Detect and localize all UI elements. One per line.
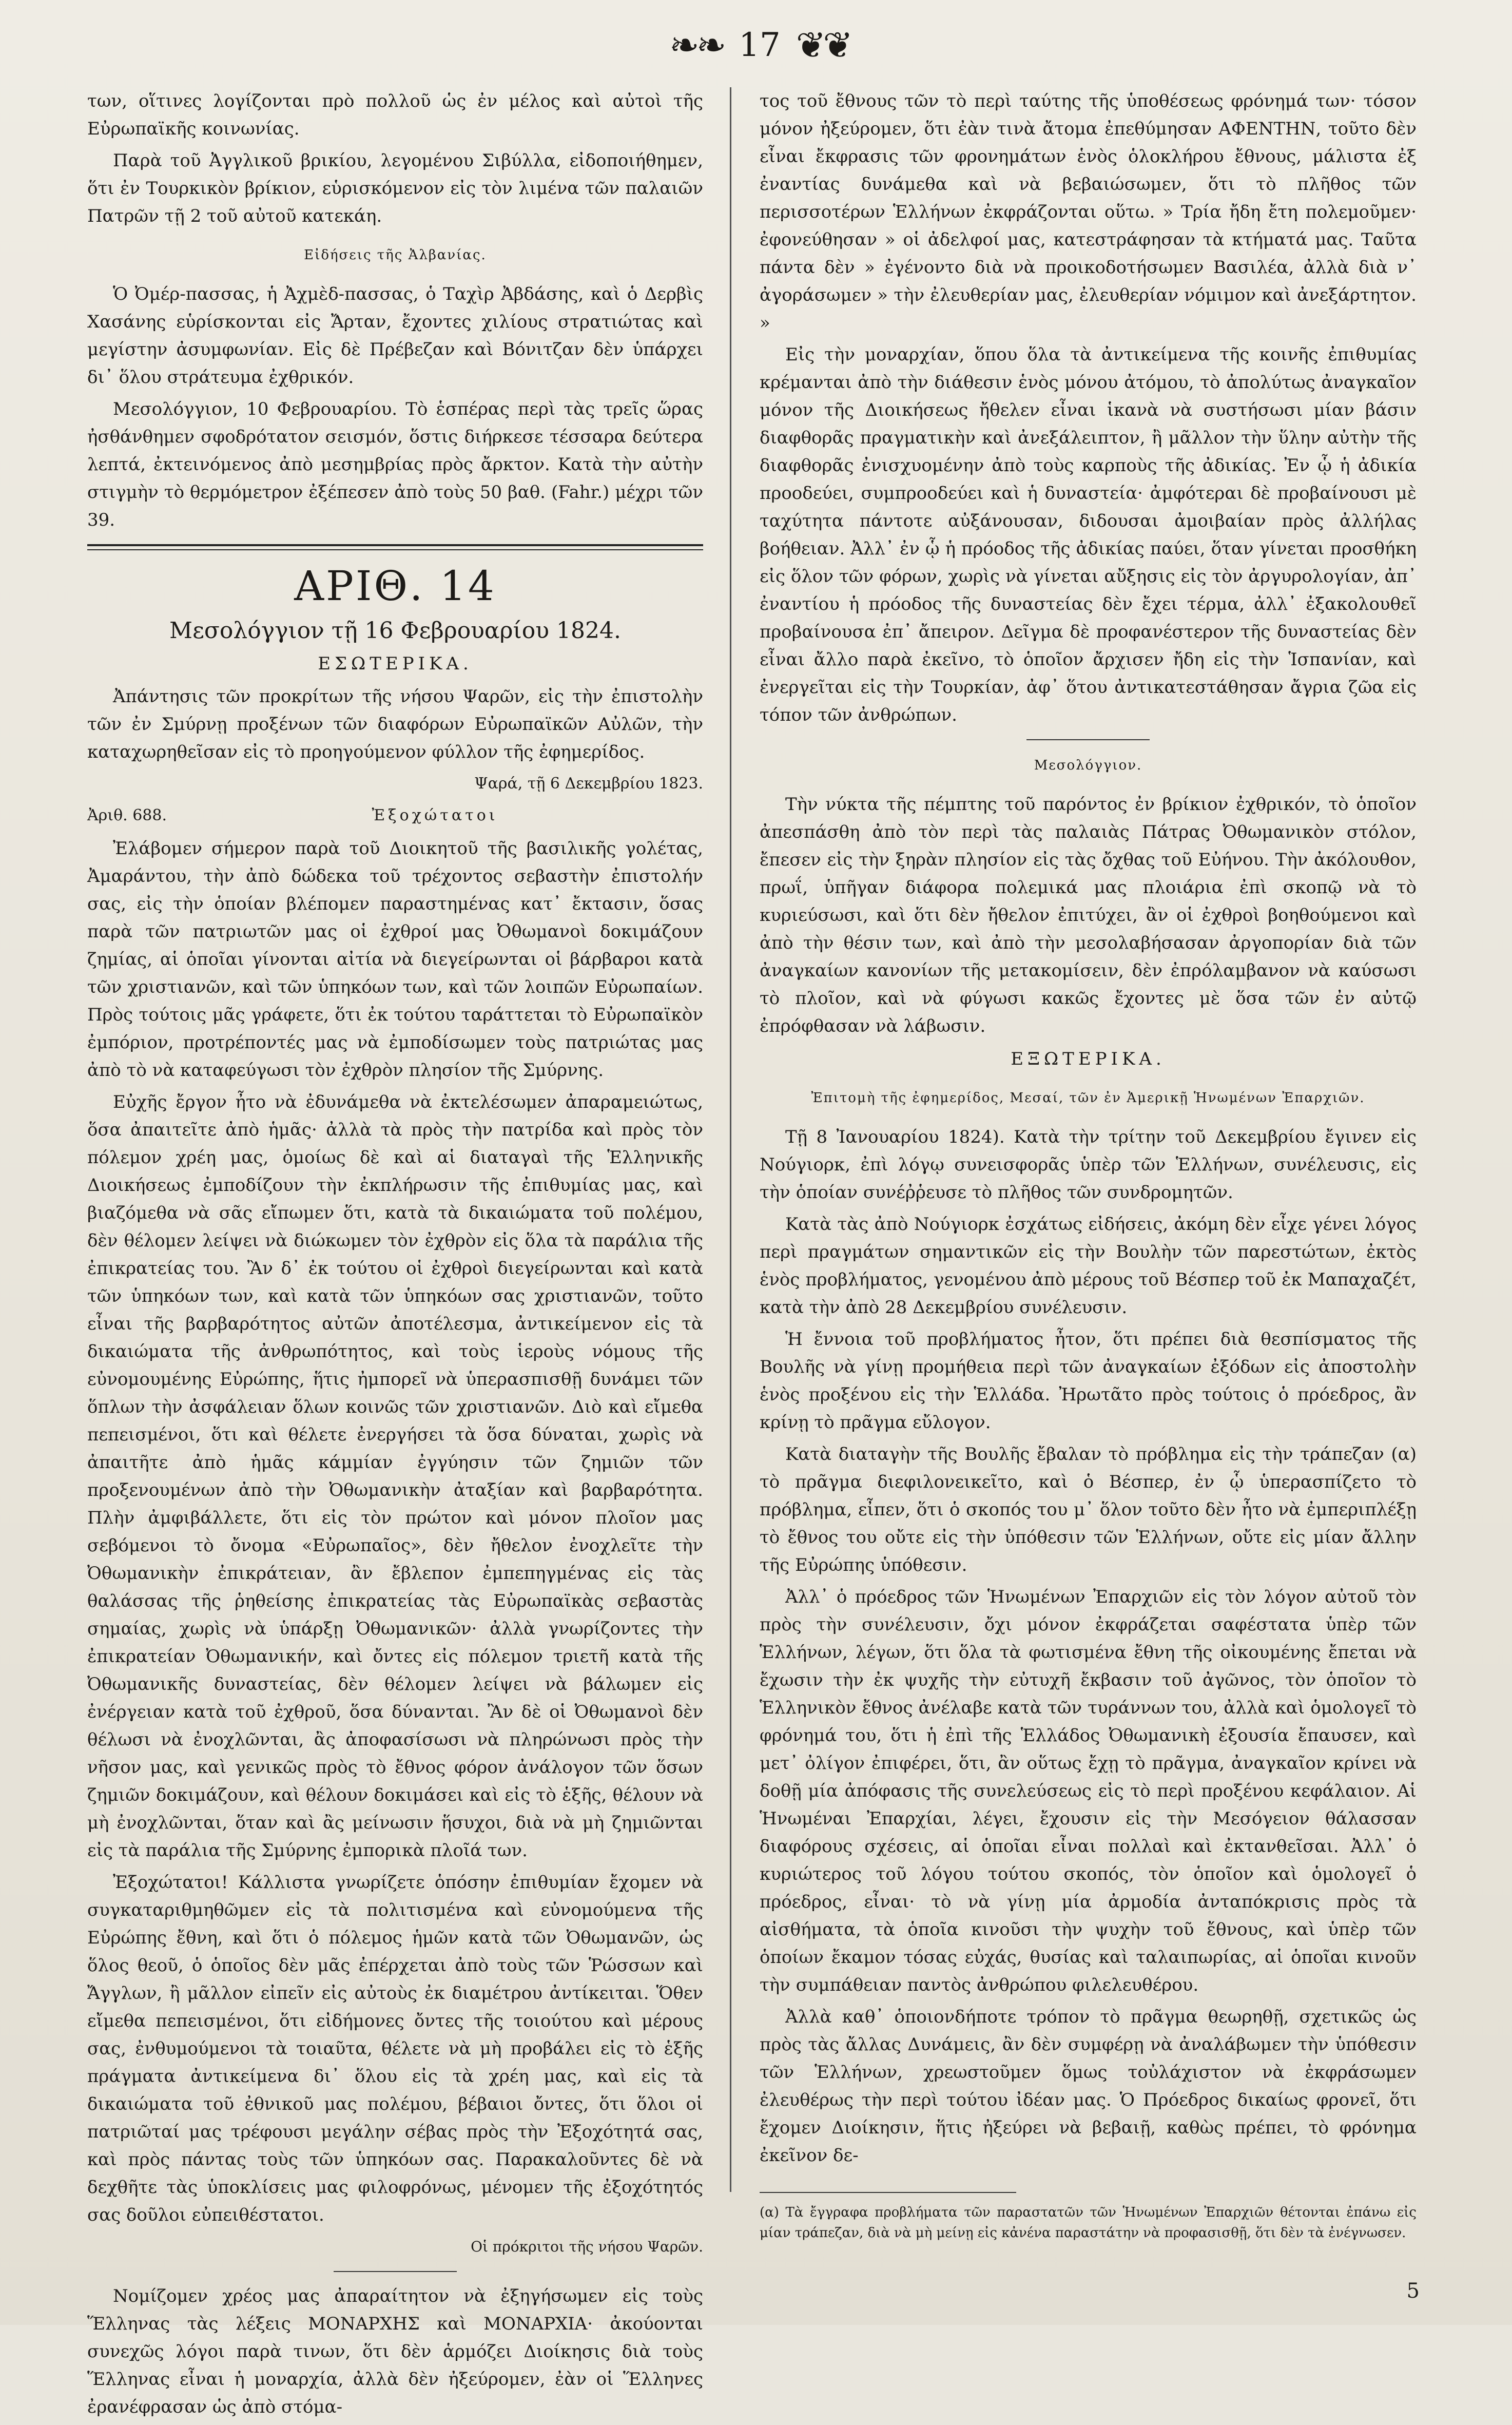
sheet-number: 5	[1406, 2279, 1420, 2303]
letter-signature: Οἱ πρόκριτοι τῆς νήσου Ψαρῶν.	[471, 2238, 703, 2255]
right-paragraph-2: Εἰς τὴν μοναρχίαν, ὅπου ὅλα τὰ ἀντικείμενα τῆς κοινῆς ἐπιθυμίας κρέμανται ἀπὸ τὴν διάθεσιν ἑνὸς μόνου ἀτόμου, τὸ ἀπολύτως ἀναγκαῖον μόνον τῆς Διοικήσεως ἤθελεν εἶναι ἱκανὰ νὰ συστήσωσι μίαν βάσιν διαφθορᾶς πραγματικὴν καὶ ἀνεξάλειπτον, ἢ μᾶλλον τὴν ὕλην αὐτὴν τῆς διαφθορᾶς ἐνισχυομένην ἀπὸ τοὺς καρποὺς τῆς ἀδικίας. Ἐν ᾧ ἡ ἀδικία προοδεύει, συμπροοδεύει καὶ ἡ δυναστεία· ἀμφότεραι δὲ προβαίνουσι μὲ ταχύτητα πάντοτε αὐξάνουσαν, διδουσαι ἀμοιβαίαν πρὸς ἀλλήλας βοήθειαν. Ἀλλ᾽ ἐν ᾧ ἡ πρόοδος τῆς ἀδικίας παύει, ὅταν γίνεται προσθήκη εἰς ὅλον τῶν φόρων, χωρὶς νὰ γίνεται αὔξησις εἰς τὸν ἀργυρολογίαν, ἀπ᾽ ἐναντίου ἡ πρόοδος τῆς δυναστείας δὲν ἔχει τέρμα, ἀλλ᾽ ἐξακολουθεῖ προβαίνουσα ἐπ᾽ ἄπειρον. Δεῖγμα δὲ προφανέστερον τῆς δυναστείας δὲν εἶναι ἄλλο παρὰ ἐκεῖνο, τὸ ὁποῖον ἄρχισεν ἤδη εἰς τὴν Ἱσπανίαν, καὶ ἐνεργεῖται εἰς τὴν Τουρκίαν, ἀφ᾽ ὅτου ἀντικατεστάθησαν ἄγρια ζῶα εἰς τόπον τῶν ἀνθρώπων.	[760, 344, 1417, 725]
right-paragraph-1: τος τοῦ ἔθνους τῶν τὸ περὶ ταύτης τῆς ὑποθέσεως φρόνημά των· τόσον μόνον ἠξεύρομεν, ὅτι ἐὰν τινὰ ἄτομα ἐπεθύμησαν ΑΦΕΝΤΗΝ, τοῦτο δὲν εἶναι ἔκφρασις τῶν φρονημάτων ἑνὸς ὁλοκλήρου ἔθνους, μάλιστα ἐξ ἐναντίας δυνάμεθα καὶ νὰ βεβαιώσωμεν, ὅτι τὸ πλῆθος τῶν περισσοτέρων Ἑλλήνων ἐκφράζονται οὕτω. » Τρία ἤδη ἔτη πολεμοῦμεν· ἐφονεύθησαν » οἱ ἀδελφοί μας, κατεστράφησαν τὰ κτήματά μας. Ταῦτα πάντα δὲν » ἐγένοντο διὰ νὰ προικοδοτήσωμεν Βασιλέα, ἀλλὰ διὰ ν᾽ ἀγοράσωμεν » τὴν ἐλευθερίαν μας, ἐλευθερίαν νόμιμον καὶ ἀνεξάρτητον. »	[760, 91, 1417, 333]
right-paragraph-4: Τῇ 8 Ἰανουαρίου 1824). Κατὰ τὴν τρίτην τοῦ Δεκεμβρίου ἔγινεν εἰς Νούγιορκ, ἐπὶ λόγῳ συνεισφορᾶς ὑπὲρ τῶν Ἑλλήνων, συνέλευσις, εἰς τὴν ὁποίαν συνέῤῥευσε τὸ πλῆθος τῶν συνδρομητῶν.	[760, 1127, 1417, 1203]
page-number-top: 17	[739, 26, 781, 64]
short-rule	[334, 2271, 457, 2272]
right-paragraph-5: Κατὰ τὰς ἀπὸ Νούγιορκ ἐσχάτως εἰδήσεις, ἀκόμη δὲν εἶχε γένει λόγος περὶ πραγμάτων σημαντικῶν εἰς τὴν Βουλὴν τῶν παρεστώτων, ἐκτὸς ἑνὸς προβλήματος, γενομένου ἀπὸ μέρους τοῦ Βέσπερ τοῦ ἐκ Μαπαχαζέτ, κατὰ τὴν ἀπὸ 28 Δεκεμβρίου συνέλευσιν.	[760, 1214, 1417, 1318]
footnote-rule	[760, 2192, 1016, 2193]
issue-number-heading: ΑΡΙΘ. 14	[294, 562, 496, 610]
left-paragraph-9: Νομίζομεν χρέος μας ἀπαραίτητον νὰ ἐξηγήσωμεν εἰς τοὺς Ἕλληνας τὰς λέξεις ΜΟΝΑΡΧΗΣ καὶ ΜΟΝΑΡΧΙΑ· ἀκούονται συνεχῶς λόγοι παρὰ τινων, ὅτι δὲν ἁρμόζει Διοίκησις διὰ τοὺς Ἕλληνας εἶναι ἡ μοναρχία, ἀλλὰ δὲν ἠξεύρομεν, ἐὰν οἱ Ἕλληνες ἐρανέφρασαν ὡς ἀπὸ στόμα-	[87, 2286, 703, 2417]
page-header	[662, 14, 857, 76]
letter-place-date: Ψαρά, τῇ 6 Δεκεμβρίου 1823.	[474, 775, 703, 793]
letter-ref-row	[87, 802, 703, 830]
right-paragraph-7: Κατὰ διαταγὴν τῆς Βουλῆς ἔβαλαν τὸ πρόβλημα εἰς τὴν τράπεζαν (α) τὸ πρᾶγμα διεφιλονεικεῖτο, καὶ ὁ Βέσπερ, ἐν ᾧ ὑπερασπίζετο τὸ πρόβλημα, εἶπεν, ὅτι ὁ σκοπός του μ᾽ ὅλον τοῦτο δὲν ἦτο νὰ ἐμπεριπλέξῃ τὸ ἔθνος του οὔτε εἰς τὴν ὑπόθεσιν τῶν Ἑλλήνων, οὔτε εἰς μίαν ἄλλην τῆς Εὐρώπης ὑπόθεσιν.	[760, 1444, 1417, 1575]
short-rule-right	[1026, 739, 1150, 740]
left-column	[87, 87, 703, 2425]
footnote: (α) Τὰ ἔγγραφα προβλήματα τῶν παραστατῶν τῶν Ἡνωμένων Ἐπαρχιῶν θέτονται ἐπάνω εἰς μίαν τράπεζαν, διὰ νὰ μὴ μείνῃ εἰς κἀνένα παραστάτην νὰ προφασισθῇ, ὅτι δὲν τὰ ἐνέγνωσεν.	[760, 2205, 1417, 2241]
letter-ref-number: Ἀριθ. 688.	[87, 806, 167, 824]
left-paragraph-1: των, οἵτινες λογίζονται πρὸ πολλοῦ ὡς ἐν μέλος καὶ αὐτοὶ τῆς Εὐρωπαϊκῆς κοινωνίας.	[87, 91, 703, 139]
left-paragraph-3: Ὁ Ὀμέρ-πασσας, ἡ Ἀχμὲδ-πασσας, ὁ Ταχὶρ Ἀβδάσης, καὶ ὁ Δερβὶς Χασάνης εὑρίσκονται εἰς Ἄρταν, ἔχοντες χιλίους στρατιώτας καὶ μεγίστην ἀσυμφωνίαν. Εἰς δὲ Πρέβεζαν καὶ Βόνιτζαν δὲν ὑπάρχει δι᾽ ὅλου στράτευμα ἐχθρικόν.	[87, 284, 703, 388]
right-column	[760, 87, 1417, 2173]
mesolongi-heading: Μεσολόγγιον.	[1034, 758, 1142, 773]
right-ornament-icon: ❦❦	[796, 24, 850, 66]
letter-salutation: Ἐξοχώτατοι	[372, 806, 498, 824]
left-paragraph-6: Ἐλάβομεν σήμερον παρὰ τοῦ Διοικητοῦ τῆς βασιλικῆς γολέτας, Ἀμαράντου, τὴν ἀπὸ δώδεκα τοῦ τρέχοντος σεβαστὴν ἐπιστολήν σας, εἰς τὴν ὁποίαν βλέπομεν παραστημένας κατ᾽ ἔκτασιν, ὅσας παρὰ τῶν πατριωτῶν μας οἱ ἐχθροί μας Ὀθωμανοὶ δοκιμάζουν ζημίας, αἱ ὁποῖαι γίνονται αἰτία νὰ διεγείρωνται οἱ βάρβαροι κατὰ τῶν χριστιανῶν, καὶ τῶν ὑπηκόων των, καὶ τῶν λοιπῶν Εὐρωπαίων. Πρὸς τούτοις μᾶς γράφετε, ὅτι ἐκ τούτου ταράττεται τὸ Εὐρωπαϊκὸν ἐμπόριον, προτρέποντές μας νὰ ἐμποδίσωμεν τοὺς πατριώτας μας ἀπὸ τὸ νὰ καταφεύγωσι τὸν ἐχθρὸν πλησίον τῆς Σμύρνης.	[87, 838, 703, 1081]
foreign-section-heading: ΕΞΩΤΕΡΙΚΑ.	[1011, 1049, 1166, 1069]
right-paragraph-8: Ἀλλ᾽ ὁ πρόεδρος τῶν Ἡνωμένων Ἐπαρχιῶν εἰς τὸν λόγον αὐτοῦ τὸν πρὸς τὴν συνέλευσιν, ὄχι μόνον ἐκφράζεται σαφέστατα ὑπὲρ τῶν Ἑλλήνων, λέγων, ὅτι ὅλα τὰ φωτισμένα ἔθνη τῆς οἰκουμένης ἔπεται νὰ ἔχωσιν τὴν ἐκ ψυχῆς τὴν εὐτυχῆ ἔκβασιν τοῦ ἀγῶνος, τὸν ὁποῖον τὸ Ἑλληνικὸν ἔθνος ἀνέλαβε κατὰ τῶν τυράννων του, ἀλλὰ καὶ ὁμολογεῖ τὸ φρόνημά του, ὅτι ἡ ἐπὶ τῆς Ἑλλάδος Ὀθωμανικὴ ἐξουσία ἔπαυσεν, καὶ μετ᾽ ὀλίγον ἐπιφέρει, ὅτι, ἂν οὕτως ἔχῃ τὸ πρᾶγμα, ἀναγκαῖον κρίνει νὰ δοθῇ μία ἀπόφασις τῆς συνελεύσεως εἰς τὸ περὶ προξένου κεφάλαιον. Αἱ Ἡνωμέναι Ἐπαρχίαι, λέγει, ἔχουσιν εἰς τὴν Μεσόγειον θάλασσαν διαφόρους σχέσεις, αἱ ὁποῖαι εἶναι πολλαὶ καὶ ἐκτανθεῖσαι. Ἀλλ᾽ ὁ κυριώτερος τοῦ λόγου τούτου σκοπός, τὸν ὁποῖον καὶ ὁμολογεῖ ὁ πρόεδρος, εἶναι· τὸ νὰ γίνῃ μία ἀρμοδία ἀνταπόκρισις πρὸς τὰ αἰσθήματα, τὰ ὁποῖα κινοῦσι τὴν ψυχὴν τοῦ ἔθνους, καὶ ὑπὲρ τῶν ὁποίων ἔκαμον τόσας εὐχάς, θυσίας καὶ ταλαιπωρίας, αἱ ὁποῖαι κινοῦν τὴν συμπάθειαν παντὸς ἀνθρώπου φιλελευθέρου.	[760, 1587, 1417, 1995]
right-paragraph-9: Ἀλλὰ καθ᾽ ὁποιονδήποτε τρόπον τὸ πρᾶγμα θεωρηθῇ, σχετικῶς ὡς πρὸς τὰς ἄλλας Δυνάμεις, ἂν δὲν συμφέρῃ νὰ ἀναλάβωμεν τὴν ὑπόθεσιν τῶν Ἑλλήνων, χρεωστοῦμεν ὅμως τοὐλάχιστον νὰ ἐκφράσωμεν ἐλευθέρως τὴν περὶ τούτου ἰδέαν μας. Ὁ Πρόεδρος δικαίως φρονεῖ, ὅτι ἔχομεν Διοίκησιν, ἥτις ἠξεύρει νὰ βεβαιῇ, καθὼς πρέπει, τὸ φρόνημα ἐκεῖνον δε-	[760, 2007, 1417, 2166]
psara-intro-paragraph: Ἀπάντησις τῶν προκρίτων τῆς νήσου Ψαρῶν, εἰς τὴν ἐπιστολὴν τῶν ἐν Σμύρνῃ προξένων τῶν διαφόρων Εὐρωπαϊκῶν Αὐλῶν, τὴν καταχωρηθεῖσαν εἰς τὸ προηγούμενον φύλλον τῆς ἐφημερίδος.	[87, 686, 703, 762]
foreign-subheading: Ἐπιτομὴ τῆς ἐφημερίδος, Μεσαί, τῶν ἐν Ἀμερικῇ Ἡνωμένων Ἐπαρχιῶν.	[811, 1090, 1365, 1106]
left-ornament-icon: ❧❧	[669, 24, 724, 66]
albania-news-heading: Εἰδήσεις τῆς Ἀλβανίας.	[304, 247, 487, 263]
column-divider	[730, 87, 731, 2192]
right-paragraph-3: Τὴν νύκτα τῆς πέμπτης τοῦ παρόντος ἐν βρίκιον ἐχθρικόν, τὸ ὁποῖον ἀπεσπάσθη ἀπὸ τὸν περὶ τὰς παλαιὰς Πάτρας Ὀθωμανικὸν στόλον, ἔπεσεν εἰς τὴν ξηρὰν πλησίον εἰς τὰς ὄχθας τοῦ Εὐήνου. Τὴν ἀκόλουθον, πρωΐ, ὑπῆγαν διάφορα πολεμικά μας πλοιάρια ἐπὶ σκοπῷ νὰ τὸ κυριεύσωσι, καὶ ὅτι δὲν ἤθελον ἐπιτύχει, ἂν οἱ ἐχθροὶ βοηθούμενοι καὶ ἀπὸ τὴν θέσιν των, καὶ ἀπὸ τὴν μεσολαβήσασαν ἀργοπορίαν διὰ τῶν ἀναγκαίων κανονίων τῆς μετακομίσειν, δὲν ἐπρόλαμβανον νὰ καύσωσι τὸ πλοῖον, καὶ νὰ φύγωσι κακῶς ἔχοντες μὲ ὅσα τῶν ἐν αὐτῷ ἐπρόφθασαν νὰ λάβωσιν.	[760, 794, 1417, 1036]
left-paragraph-4: Μεσολόγγιον, 10 Φεβρουαρίου. Τὸ ἑσπέρας περὶ τὰς τρεῖς ὥρας ἠσθάνθημεν σφοδρότατον σεισμόν, ὅστις διήρκεσε τέσσαρα δεύτερα λεπτά, ἐκτεινόμενος ἀπὸ μεσημβρίας πρὸς ἄρκτον. Κατὰ τὴν αὐτὴν στιγμὴν τὸ θερμόμετρον ἐξέπεσεν ἀπὸ τοὺς 50 βαθ. (Fahr.) μέχρι τῶν 39.	[87, 399, 703, 530]
left-paragraph-8: Ἐξοχώτατοι! Κάλλιστα γνωρίζετε ὁπόσην ἐπιθυμίαν ἔχομεν νὰ συγκαταριθμηθῶμεν εἰς τὰ πολιτισμένα καὶ εὐνομούμενα τῆς Εὐρώπης ἔθνη, καὶ ὅτι ὁ πόλεμος ἡμῶν κατὰ τῶν Ὀθωμανῶν, ὡς ὅλος θεοῦ, ὁ ὁποῖος δὲν μᾶς ἐπέρχεται ἀπὸ τοὺς τῶν Ῥώσσων καὶ Ἄγγλων, ἢ μᾶλλον εἰπεῖν εἰς αὐτοὺς ἐκ διαμέτρου ἀντίκειται. Ὅθεν εἴμεθα πεπεισμένοι, ὅτι εἰδήμονες ὄντες τῆς τοιούτου καὶ μέρους σας, ἐνθυμούμενοι τὰ τοιαῦτα, θέλετε νὰ μὴ προβάλει εἰς τὸ ἑξῆς πράγματα ἀντικείμενα δι᾽ ὅλου εἰς τὰ χρέη μας, καὶ εἰς τὰ δικαιώματα τοῦ ἐθνικοῦ μας πολέμου, βέβαιοι ὄντες, ὅτι ὅλοι οἱ πατριῶταί μας τρέφουσι μεγάλην σέβας πρὸς τὴν Ἐξοχότητά σας, καὶ πρὸς πάντας τοὺς τῶν ὑπηκόων σας. Παρακαλοῦντες δὲ νὰ δεχθῆτε τὰς ὑποκλίσεις μας φιλοφρόνως, μένομεν τῆς ἐξοχότητός σας δοῦλοι εὐπειθέστατοι.	[87, 1872, 703, 2225]
left-paragraph-7: Εὐχῆς ἔργον ἦτο νὰ ἐδυνάμεθα νὰ ἐκτελέσωμεν ἀπαραμειώτως, ὅσα ἀπαιτεῖτε ἀπὸ ἡμᾶς· ἀλλὰ τὰ πρὸς τὴν πατρίδα καὶ πρὸς τὸν πόλεμον χρέη μας, ὁμοίως δὲ καὶ αἱ διαταγαὶ τῆς Ἑλληνικῆς Διοικήσεως ἐμποδίζουν τὴν ἐκπλήρωσιν τῆς ἐπιθυμίας μας, καὶ βιαζόμεθα νὰ σᾶς εἴπωμεν ὅτι, κατὰ τὰ δικαιώματα τοῦ πολέμου, δὲν θέλομεν λείψει νὰ διώκωμεν τὸν ἐχθρὸν εἰς ὅλα τὰ παράλια τῆς ἐπικρατείας του. Ἂν δ᾽ ἐκ τούτου οἱ ἐχθροὶ διεγείρωνται καὶ κατὰ τῶν ὑπηκόων των, καὶ κατὰ τῶν ὑπηκόων σας χριστιανῶν, τοῦτο εἶναι τῆς βαρβαρότητος αὐτῶν ἀποτέλεσμα, ἀντικείμενον εἰς τὰ δικαιώματα τῆς ἀνθρωπότητος, καὶ τοὺς ἱεροὺς νόμους τῆς εὐνομουμένης Εὐρώπης, ἥτις ἠμπορεῖ νὰ ὑπερασπισθῇ δυνάμει τῶν ὅπλων τὴν ἀσφάλειαν ὅλων κοινῶς τῶν χριστιανῶν. Διὸ καὶ εἴμεθα πεπεισμένοι, ὅτι καὶ θέλετε ἐνεργήσει τὰ ὅσα δύναται, χωρὶς νὰ ἀπαιτῆτε ἀπὸ ἡμᾶς κάμμίαν ἐγγύησιν τῶν ζημιῶν τῶν προξενουμένων ἀπὸ τὴν Ὀθωμανικὴν ἀταξίαν καὶ βαρβαρότητα. Πλὴν ἀμφιβάλλετε, ὅτι εἰς τὸν πρώτον καὶ μόνον πλοῖον μας σεβόμενοι τὸ ὄνομα «Εὐρωπαῖος», δὲν ἤθελον ἐνοχλεῖτε τὴν Ὀθωμανικὴν ἐπικράτειαν, ἂν ἔβλεπον ἐμπεπηγμένας εἰς τὰς θαλάσσας τῆς ῥηθείσης ἐπικρατείας τὰς Εὐρωπαϊκὰς σεβαστὰς σημαίας, χωρὶς νὰ ὑπάρξῃ Ὀθωμανικῶν· ἀλλὰ γνωρίζοντες τὴν ἐπικρατείαν Ὀθωμανικήν, καὶ ὄντες εἰς πόλεμον τριετῆ κατὰ τῆς Ὀθωμανικῆς δυναστείας, δὲν θέλομεν λείψει νὰ βάλωμεν εἰς ἐνέργειαν κατὰ τοῦ ἐχθροῦ, ὅσα δύνανται. Ἂν δὲ οἱ Ὀθωμανοὶ δὲν θέλωσι νὰ ἐνοχλῶνται, ἂς ἀποφασίσωσι νὰ πληρώνωσι πρὸς τὴν νῆσον μας, καὶ γενικῶς πρὸς τὸ ἔθνος φόρον ἀνάλογον τῶν ὅσων ζημιῶν δοκιμάζουν, καὶ θέλουν δοκιμάσει καὶ εἰς τὸ ἑξῆς, θέλουν νὰ μὴ ἐνοχλῶνται, ὅταν καὶ ἂς μείνωσιν ἥσυχοι, διὰ νὰ μὴ ζημιῶνται εἰς τὰ παράλια τῆς Σμύρνης ἐμπορικὰ πλοῖά των.	[87, 1092, 703, 1861]
domestic-section-heading: ΕΣΩΤΕΡΙΚΑ.	[318, 653, 473, 674]
left-paragraph-2: Παρὰ τοῦ Ἀγγλικοῦ βρικίου, λεγομένου Σιβύλλα, εἰδοποιήθημεν, ὅτι ἐν Τουρκικὸν βρίκιον, εὑρισκόμενον εἰς τὸν λιμένα τῶν παλαιῶν Πατρῶν τῇ 2 τοῦ αὐτοῦ κατεκάη.	[87, 150, 703, 226]
right-paragraph-6: Ἡ ἔννοια τοῦ προβλήματος ἦτον, ὅτι πρέπει διὰ θεσπίσματος τῆς Βουλῆς νὰ γίνῃ προμήθεια περὶ τῶν ἀναγκαίων ἐξόδων εἰς ἀποστολὴν ἑνὸς προξένου εἰς τὴν Ἑλλάδα. Ἠρωτᾶτο πρὸς τούτοις ὁ πρόεδρος, ἂν κρίνῃ τὸ πρᾶγμα εὔλογον.	[760, 1329, 1417, 1433]
section-rule	[87, 544, 703, 550]
issue-dateline: Μεσολόγγιον τῇ 16 Φεβρουαρίου 1824.	[169, 618, 621, 644]
